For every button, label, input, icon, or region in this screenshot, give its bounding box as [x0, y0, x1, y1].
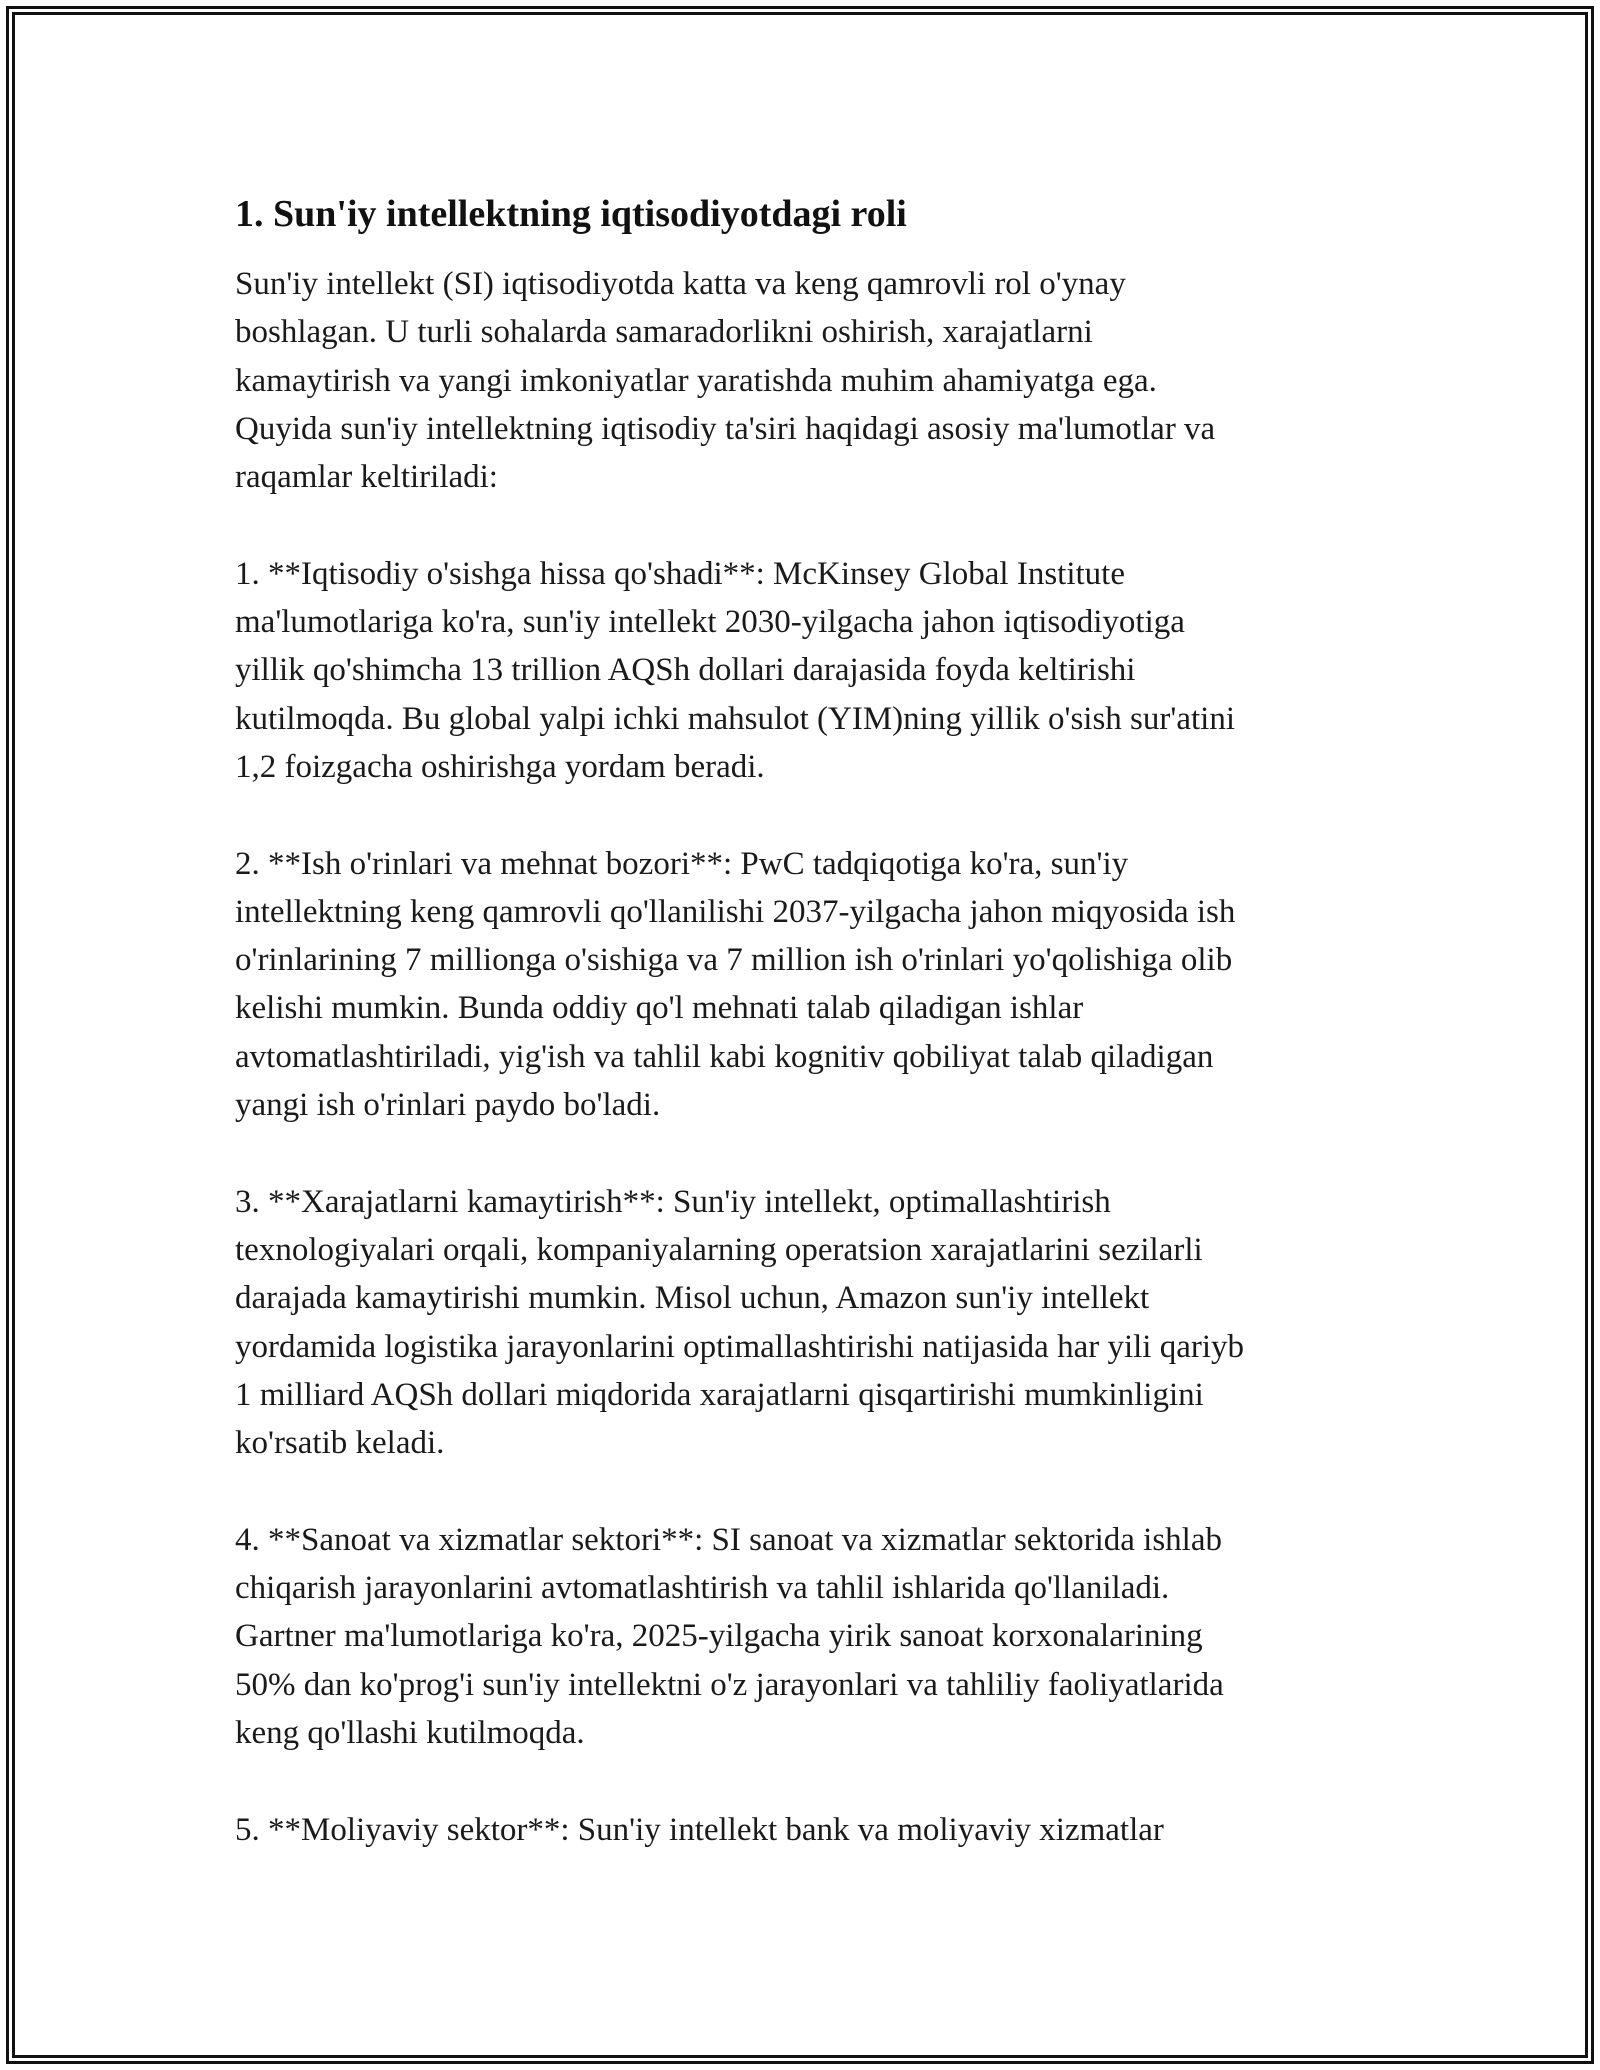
paragraph-jobs-labor-market: 2. **Ish o'rinlari va mehnat bozori**: PwC tadqiqotiga ko'ra, sun'iy intellektning keng qamrovli qo'llanilishi 2037-yilgacha jahon miqyosida ish o'rinlarining 7 millionga o'sishiga va 7 million ish o'rinlari yo'qolishiga olib kelishi mumkin. Bunda oddiy qo'l mehnati talab qiladigan ishlar avtomatlashtiriladi, yig'ish va tahlil kabi kognitiv qobiliyat talab qiladigan yangi ish o'rinlari paydo bo'ladi. [235, 845, 1236, 1124]
paragraph-economic-growth: 1. **Iqtisodiy o'sishga hissa qo'shadi**: McKinsey Global Institute ma'lumotlariga ko'ra, sun'iy intellekt 2030-yilgacha jahon iqtisodiyotiga yillik qo'shimcha 13 trillion AQSh dollari darajasida foyda keltirishi kutilmoqda. Bu global yalpi ichki mahsulot (YIM)ning yillik o'sish sur'atini 1,2 foizgacha oshirishga yordam beradi. [235, 555, 1235, 785]
document-body [235, 190, 1365, 1902]
paragraph-intro: Sun'iy intellekt (SI) iqtisodiyotda katta va keng qamrovli rol o'ynay boshlagan. U turli sohalarda samaradorlikni oshirish, xarajatlarni kamaytirish va yangi imkoniyatlar yaratishda muhim ahamiyatga ega. Quyida sun'iy intellektning iqtisodiy ta'siri haqidagi asosiy ma'lumotlar va raqamlar keltiriladi: [235, 266, 1216, 496]
paragraph-industry-services: 4. **Sanoat va xizmatlar sektori**: SI sanoat va xizmatlar sektorida ishlab chiqarish jarayonlarini avtomatlashtirish va tahlil ishlarida qo'llaniladi. Gartner ma'lumotlariga ko'ra, 2025-yilgacha yirik sanoat korxonalarining 50% dan ko'prog'i sun'iy intellektni o'z jarayonlari va tahliliy faoliyatlarida keng qo'llashi kutilmoqda. [235, 1521, 1224, 1751]
paragraph-financial-sector: 5. **Moliyaviy sektor**: Sun'iy intellekt bank va moliyaviy xizmatlar [235, 1811, 1164, 1848]
document-title: 1. Sun'iy intellektning iqtisodiyotdagi roli [235, 193, 907, 235]
paragraph-cost-reduction: 3. **Xarajatlarni kamaytirish**: Sun'iy intellekt, optimallashtirish texnologiyalari orqali, kompaniyalarning operatsion xarajatlarini sezilarli darajada kamaytirishi mumkin. Misol uchun, Amazon sun'iy intellekt yordamida logistika jarayonlarini optimallashtirishi natijasida har yili qariyb 1 milliard AQSh dollari miqdorida xarajatlarni qisqartirishi mumkinligini ko'rsatib keladi. [235, 1183, 1245, 1462]
